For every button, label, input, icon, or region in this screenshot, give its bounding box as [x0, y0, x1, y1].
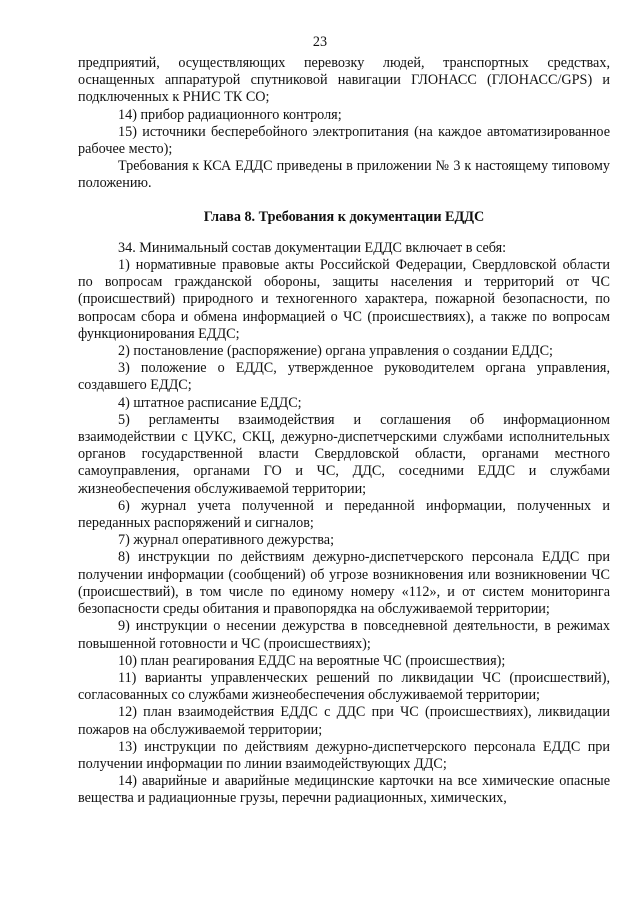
document-body	[78, 55, 610, 808]
list-item: 11) варианты управленческих решений по ликвидации ЧС (происшествий), согласованных со службами жизнеобеспечения обслуживаемой территории;	[78, 669, 610, 704]
list-item: 4) штатное расписание ЕДДС;	[118, 394, 302, 411]
list-item: 7) журнал оперативного дежурства;	[118, 532, 335, 549]
list-item: 13) инструкции по действиям дежурно-диспетчерского персонала ЕДДС при получении информации по линии взаимодействующих ДДС;	[78, 738, 610, 772]
paragraph-item-15: 15) источники бесперебойного электропитания (на каждое автоматизированное рабочее место);	[78, 123, 610, 158]
chapter-heading: Глава 8. Требования к документации ЕДДС	[203, 208, 485, 225]
paragraph-continuation: предприятий, осуществляющих перевозку людей, транспортных средствах, оснащенных аппаратурой спутниковой навигации ГЛОНАСС (ГЛОНАСС/GPS) и подключенных к РНИС ТК СО;	[78, 55, 610, 106]
list-item: 12) план взаимодействия ЕДДС с ДДС при ЧС (происшествиях), ликвидации пожаров на обслуживаемой территории;	[78, 704, 610, 738]
list-item: 8) инструкции по действиям дежурно-диспетчерского персонала ЕДДС при получении информации (сообщений) об угрозе возникновения или возникновении ЧС (происшествий), в том числе по единому номеру «112», и от систем мониторинга безопасности среды обитания и правопорядка на обслуживаемой территории;	[78, 549, 610, 618]
list-item: 5) регламенты взаимодействия и соглашения об информационном взаимодействии с ЦУКС, СКЦ, дежурно-диспетчерскими службами исполнительных органов государственной власти Свердловской области, органами местного самоуправления, органами ГО и ЧС, ДДС, соседними ЕДДС и службами жизнеобеспечения обслуживаемой территории;	[78, 411, 610, 497]
list-item: 2) постановление (распоряжение) органа управления о создании ЕДДС;	[118, 343, 553, 360]
list-item: 1) нормативные правовые акты Российской Федерации, Свердловской области по вопросам гражданской обороны, защиты населения и территорий от ЧС (происшествий) природного и техногенного характера, пожарной безопасности, по вопросам сбора и обмена информацией о ЧС (происшествиях), а также по вопросам функционирования ЕДДС;	[78, 257, 610, 342]
list-item: 6) журнал учета полученной и переданной информации, полученных и переданных распоряжений и сигналов;	[78, 497, 610, 532]
list-item: 10) план реагирования ЕДДС на вероятные ЧС (происшествия);	[118, 652, 506, 669]
list-item: 14) аварийные и аварийные медицинские карточки на все химические опасные вещества и радиационные грузы, перечни радиационных, химических,	[78, 773, 610, 807]
paragraph-requirements-note: Требования к КСА ЕДДС приведены в приложении № 3 к настоящему типовому положению.	[78, 158, 610, 192]
list-item: 3) положение о ЕДДС, утвержденное руководителем органа управления, создавшего ЕДДС;	[78, 360, 610, 394]
page-number: 23	[312, 34, 328, 50]
section-intro: 34. Минимальный состав документации ЕДДС включает в себя:	[118, 239, 507, 256]
list-item: 9) инструкции о несении дежурства в повседневной деятельности, в режимах повышенной готовности и ЧС (происшествиях);	[78, 618, 610, 652]
paragraph-item-14: 14) прибор радиационного контроля;	[118, 106, 342, 123]
